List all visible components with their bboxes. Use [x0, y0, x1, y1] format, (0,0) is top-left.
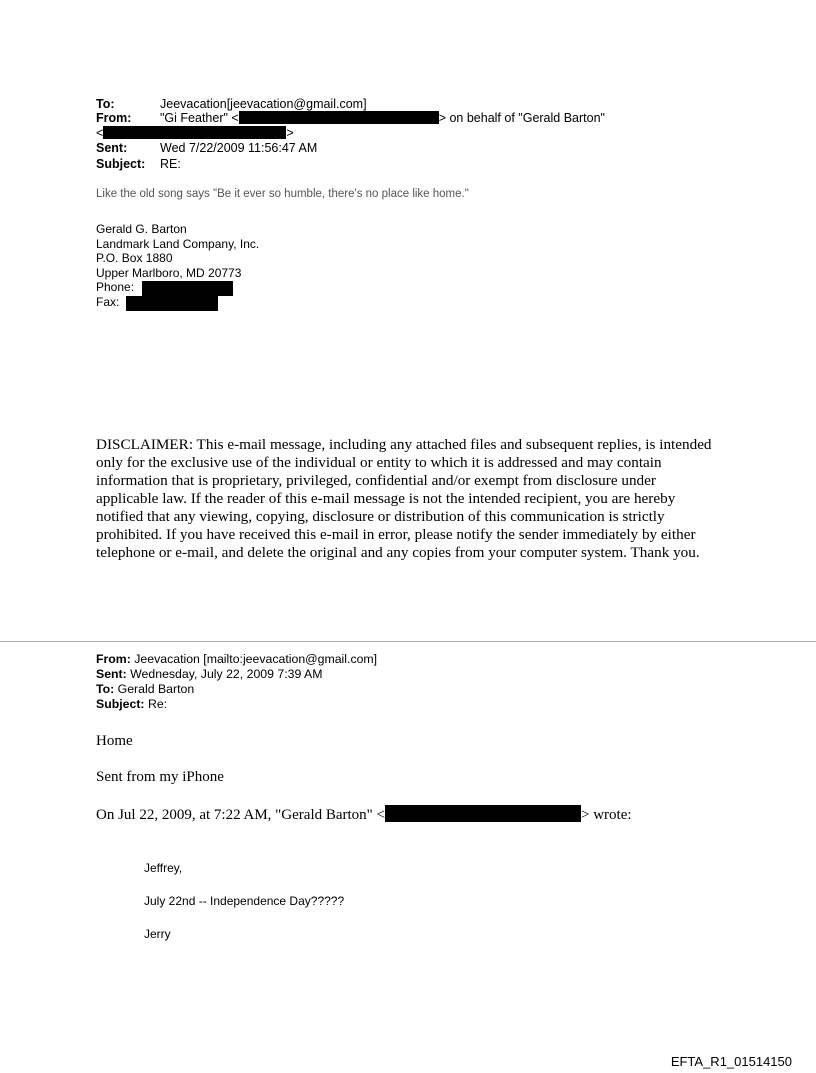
- fax-label: Fax:: [96, 294, 120, 309]
- to-line: [96, 97, 367, 111]
- reply-sent-label: Sent:: [96, 667, 127, 681]
- redaction-block: [126, 296, 218, 311]
- reply-to-label: To:: [96, 682, 115, 696]
- subject-line: [96, 157, 181, 171]
- reply-subject-line: [96, 698, 167, 712]
- subject-value: RE:: [160, 157, 181, 171]
- to-label: To:: [96, 97, 115, 111]
- to-value: Jeevacation[jeevacation@gmail.com]: [160, 97, 367, 111]
- sent-from-device: Sent from my iPhone: [96, 769, 224, 785]
- separator-line: [0, 641, 816, 642]
- attribution-text: On Jul 22, 2009, at 7:22 AM, "Gerald Barton" <: [96, 807, 386, 823]
- subject-label: Subject:: [96, 157, 146, 171]
- attribution-wrote: > wrote:: [581, 807, 632, 823]
- from-line: [96, 111, 605, 125]
- reply-to-line: [96, 683, 194, 697]
- quote-attribution: [96, 805, 632, 824]
- reply-body: Home: [96, 733, 133, 749]
- signature-po-box: P.O. Box 1880: [96, 251, 173, 265]
- redaction-block: [103, 126, 286, 139]
- from-bracket-close: >: [286, 126, 294, 140]
- disclaimer: DISCLAIMER: This e-mail message, including any attached files and subsequent replies, is intended only for the exclusive use of the individual or entity to which it is addressed and may contain information that is proprietary, privileged, confidential and/or exempt from disclosure under applicable law. If the reader of this e-mail message is not the intended recipient, you are hereby notified that any viewing, copying, disclosure or distribution of this communication is strictly prohibited. If you have received this e-mail in error, please notify the sender immediately by either telephone or e-mail, and delete the original and any copies from your computer system. Thank you.: [96, 436, 712, 561]
- redaction-block: [385, 805, 581, 822]
- from-line-2: [96, 126, 294, 140]
- reply-subject-label: Subject:: [96, 697, 145, 711]
- quoted-signoff: Jerry: [144, 927, 171, 941]
- document-id: EFTA_R1_01514150: [670, 1054, 792, 1069]
- from-label: From:: [96, 111, 132, 125]
- phone-label: Phone:: [96, 280, 135, 294]
- from-bracket-open: <: [96, 126, 104, 140]
- redaction-block: [239, 111, 439, 124]
- reply-from-label: From:: [96, 652, 131, 666]
- from-value-behalf: > on behalf of "Gerald Barton": [438, 111, 605, 125]
- signature-phone: [96, 280, 259, 295]
- signature-block: [96, 222, 259, 309]
- quoted-line: July 22nd -- Independence Day?????: [144, 894, 345, 908]
- signature-fax: [96, 295, 259, 310]
- from-value: "Gi Feather" <: [160, 111, 239, 125]
- reply-to-value: Gerald Barton: [117, 682, 195, 696]
- quoted-greeting: Jeffrey,: [144, 861, 183, 875]
- sent-value: Wed 7/22/2009 11:56:47 AM: [160, 141, 318, 155]
- message-body: Like the old song says "Be it ever so humble, there's no place like home.": [96, 188, 469, 200]
- reply-from-line: [96, 653, 377, 667]
- signature-company: Landmark Land Company, Inc.: [96, 236, 260, 251]
- sent-line: [96, 141, 317, 155]
- reply-sent-value: Wednesday, July 22, 2009 7:39 AM: [130, 667, 323, 681]
- signature-name: Gerald G. Barton: [96, 222, 187, 236]
- reply-from-value: Jeevacation [mailto:jeevacation@gmail.com]: [134, 652, 378, 666]
- sent-label: Sent:: [96, 141, 128, 155]
- reply-subject-value: Re:: [147, 697, 168, 711]
- reply-sent-line: [96, 668, 323, 682]
- signature-city: Upper Marlboro, MD 20773: [96, 265, 242, 280]
